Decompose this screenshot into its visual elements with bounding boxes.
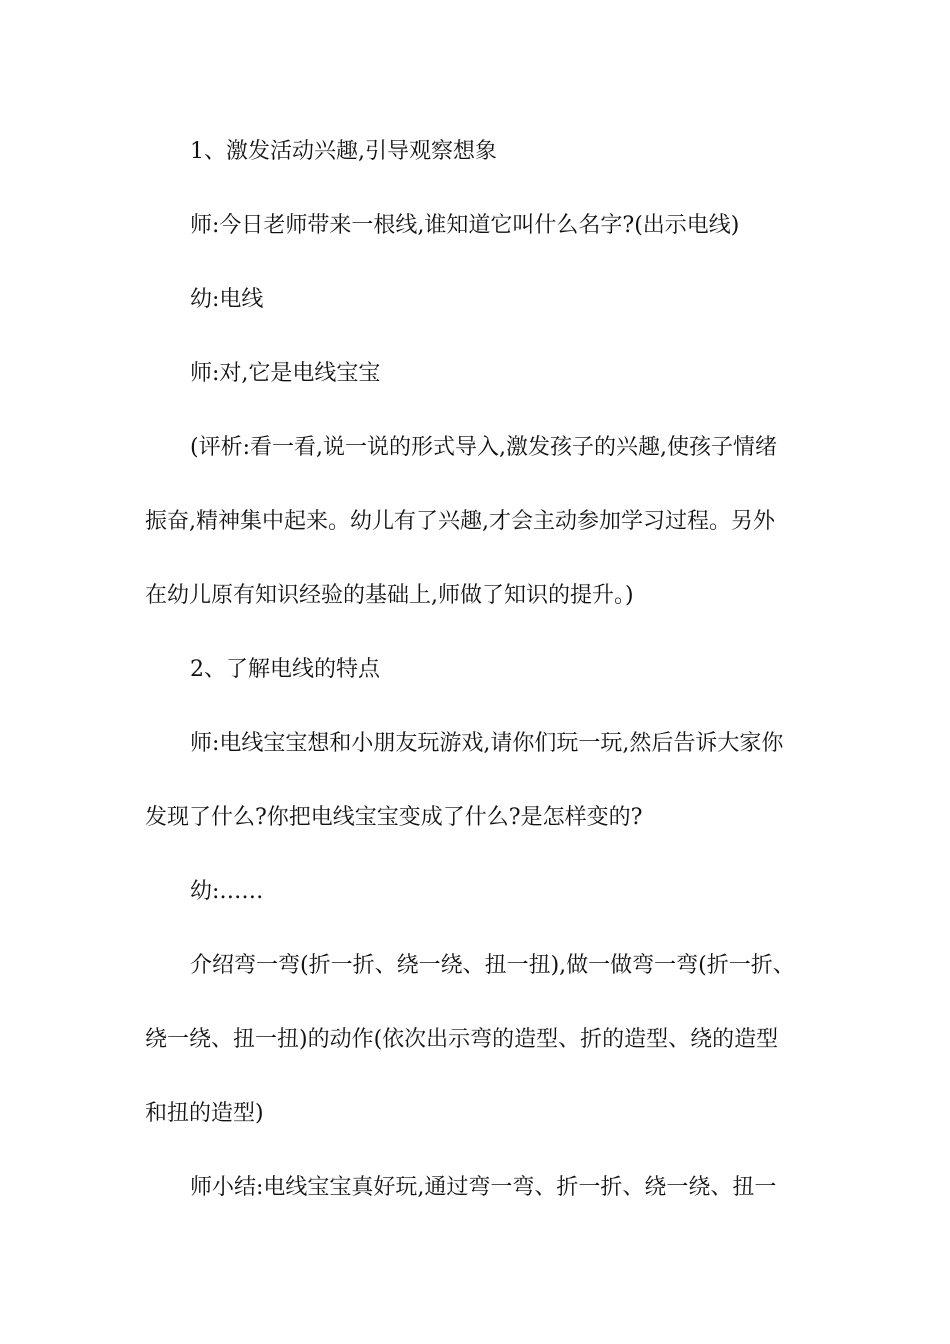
activity-paragraph-line: 介绍弯一弯(折一折、绕一绕、扭一扭),做一做弯一弯(折一折、 <box>190 953 795 978</box>
teacher-paragraph-line: 师:电线宝宝想和小朋友玩游戏,请你们玩一玩,然后告诉大家你 <box>190 731 784 756</box>
teacher-line: 师:对,它是电线宝宝 <box>190 361 381 386</box>
section-heading-2: 2、了解电线的特点 <box>190 657 380 682</box>
teacher-summary-line: 师小结:电线宝宝真好玩,通过弯一弯、折一折、绕一绕、扭一 <box>190 1175 777 1200</box>
teacher-paragraph-line: 发现了什么?你把电线宝宝变成了什么?是怎样变的? <box>145 805 643 830</box>
child-line: 幼:…… <box>190 879 264 904</box>
analysis-paragraph-line: 在幼儿原有知识经验的基础上,师做了知识的提升。) <box>145 583 634 608</box>
activity-paragraph-line: 绕一绕、扭一扭)的动作(依次出示弯的造型、折的造型、绕的造型 <box>145 1027 779 1052</box>
activity-paragraph-line: 和扭的造型) <box>145 1101 264 1126</box>
analysis-paragraph-line: 振奋,精神集中起来。幼儿有了兴趣,才会主动参加学习过程。另外 <box>145 509 775 534</box>
child-line: 幼:电线 <box>190 287 264 312</box>
analysis-paragraph-line: (评析:看一看,说一说的形式导入,激发孩子的兴趣,使孩子情绪 <box>190 435 777 460</box>
teacher-line: 师:今日老师带来一根线,谁知道它叫什么名字?(出示电线) <box>190 213 740 238</box>
section-heading-1: 1、激发活动兴趣,引导观察想象 <box>190 139 497 164</box>
